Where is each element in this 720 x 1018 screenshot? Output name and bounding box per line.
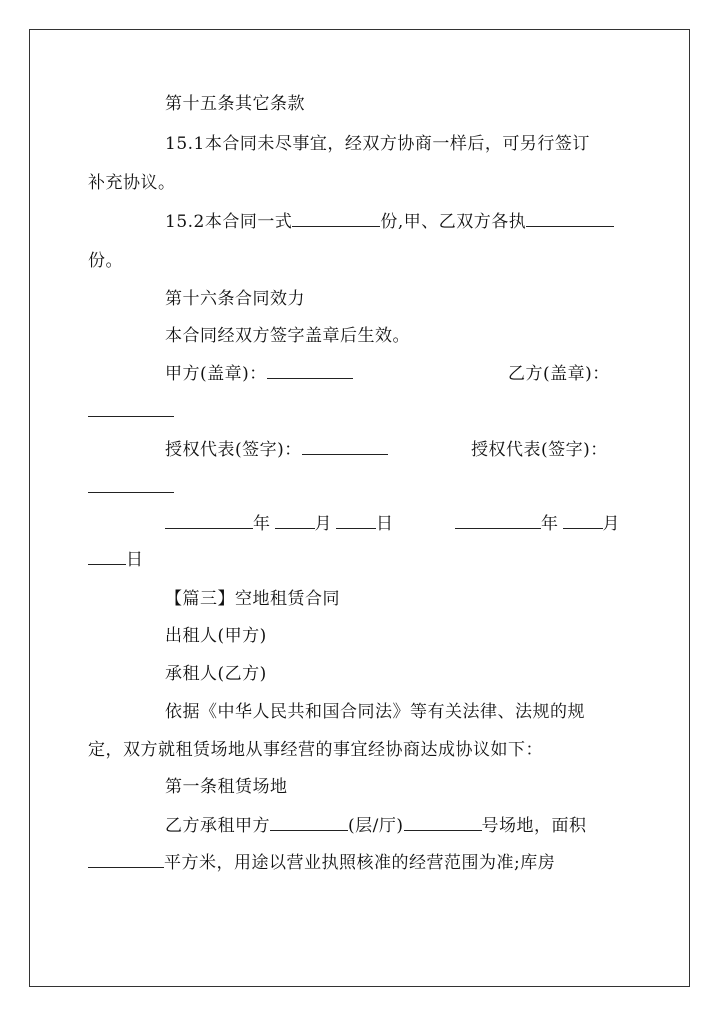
clause-15-2-text-b: 份,甲、乙双方各执: [380, 212, 527, 232]
date-b-year-blank[interactable]: [455, 512, 541, 529]
clause-15-2-line1: [165, 210, 614, 234]
article-1-text-c: 号场地，面积: [481, 816, 587, 836]
floor-hall-blank[interactable]: [270, 814, 348, 831]
clause-15-2-line2: 份。: [88, 251, 123, 271]
article-1-line1: [165, 814, 587, 838]
chapter-3-title: 【篇三】空地租赁合同: [165, 589, 340, 609]
copies-total-blank[interactable]: [292, 210, 380, 227]
basis-line2: 定，双方就租赁场地从事经营的事宜经协商达成协议如下：: [88, 740, 543, 760]
date-a-year: 年: [253, 514, 271, 534]
date-a-line: [165, 512, 394, 536]
rep-a-label: 授权代表(签字)：: [165, 440, 302, 460]
party-a-seal-blank[interactable]: [267, 362, 353, 379]
party-b-seal-label: 乙方(盖章)：: [508, 364, 610, 384]
date-b-month: 月: [602, 514, 620, 534]
party-b-seal-line: [88, 400, 174, 424]
clause-15-1-line1: 15.1本合同未尽事宜，经双方协商一样后，可另行签订: [165, 134, 590, 154]
date-b-line2: [88, 548, 144, 572]
date-a-month-blank[interactable]: [275, 512, 315, 529]
area-blank[interactable]: [88, 851, 164, 868]
site-number-blank[interactable]: [404, 814, 482, 831]
copies-each-blank[interactable]: [526, 210, 614, 227]
date-a-day-blank[interactable]: [336, 512, 376, 529]
date-a-day: 日: [376, 514, 394, 534]
date-b-day: 日: [126, 550, 144, 570]
article-15-title: 第十五条其它条款: [165, 94, 305, 114]
lessee-label: 承租人(乙方): [165, 664, 267, 684]
date-b-month-blank[interactable]: [563, 512, 603, 529]
article-16-text: 本合同经双方签字盖章后生效。: [165, 326, 410, 346]
party-a-seal-label: 甲方(盖章)：: [165, 364, 267, 384]
clause-15-1-line2: 补充协议。: [88, 173, 176, 193]
article-1-text-b: (层/厅): [348, 816, 404, 836]
lessor-label: 出租人(甲方): [165, 626, 267, 646]
date-b-line: [455, 512, 620, 536]
date-b-year: 年: [541, 514, 559, 534]
article-16-title: 第十六条合同效力: [165, 289, 305, 309]
rep-a-line: [165, 438, 388, 462]
article-1-title: 第一条租赁场地: [165, 777, 288, 797]
rep-a-blank[interactable]: [302, 438, 388, 455]
date-b-day-blank[interactable]: [88, 548, 126, 565]
party-b-seal-blank[interactable]: [88, 400, 174, 417]
basis-line1: 依据《中华人民共和国合同法》等有关法律、法规的规: [165, 702, 585, 722]
date-a-month: 月: [314, 514, 332, 534]
party-a-seal-line: [165, 362, 353, 386]
rep-b-blank[interactable]: [88, 476, 174, 493]
article-1-line2: [88, 851, 555, 875]
date-a-year-blank[interactable]: [165, 512, 253, 529]
article-1-text-d: 平方米，用途以营业执照核准的经营范围为准;库房: [164, 853, 556, 873]
article-1-text-a: 乙方承租甲方: [165, 816, 270, 836]
clause-15-2-text-a: 15.2本合同一式: [165, 212, 293, 232]
rep-b-label: 授权代表(签字)：: [471, 440, 608, 460]
rep-b-line: [88, 476, 174, 500]
